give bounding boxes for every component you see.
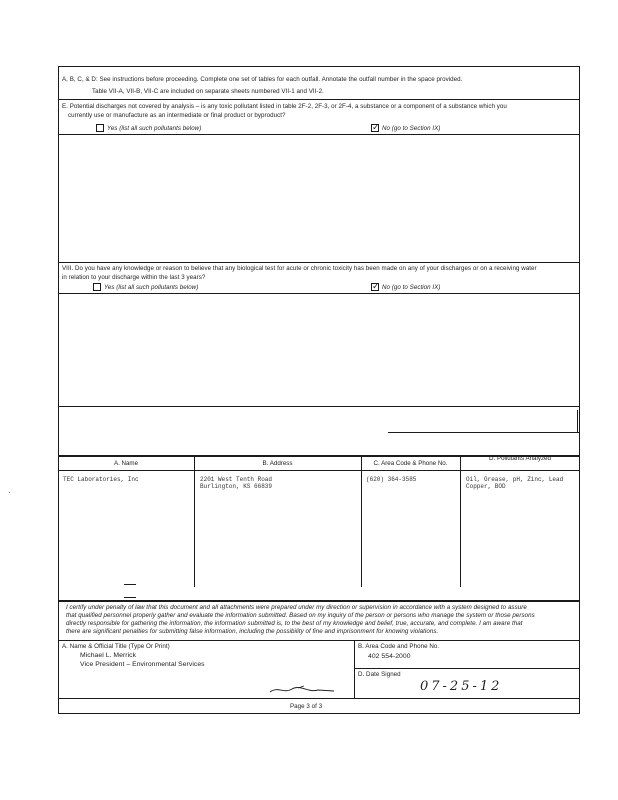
- table-header-phone: C. Area Code & Phone No.: [373, 460, 448, 467]
- date-signed-value: 07-25-12: [420, 679, 503, 694]
- lab-pollutants-line-2: Copper, BOD: [466, 483, 506, 490]
- section-e-pollutants-area[interactable]: [58, 135, 580, 262]
- lab-phone-cell: (620) 364-3585: [366, 476, 417, 483]
- table-header-border: [58, 470, 580, 471]
- scan-mark: ·: [8, 488, 11, 497]
- divider: [58, 262, 580, 263]
- section-e-question-line-2: currently use or manufacture as an intermediate or final product or byproduct?: [68, 112, 286, 119]
- date-signed-label: D. Date Signed: [358, 671, 401, 678]
- divider: [58, 640, 580, 641]
- section-e-yes-label: Yes (list all such pollutants below): [107, 125, 202, 132]
- section-viii-no-label: No (go to Section IX): [382, 284, 441, 291]
- certification-line-1: I certify under penalty of law that this document and all attachments were prepared under my direction or supervision in accordance with a system designed to assure: [66, 604, 527, 611]
- certification-line-3: directly responsible for gathering the information, the information submitted is, to the best of my knowledge and belief, true, accurate, and complete. I am aware that: [66, 620, 523, 627]
- signature-drawing: [268, 680, 348, 700]
- section-e-yes-checkbox[interactable]: [96, 124, 104, 132]
- scan-line: [577, 410, 578, 432]
- phone-value: 402 554-2000: [368, 653, 411, 660]
- signer-title: Vice President – Environmental Services: [80, 661, 205, 668]
- name-title-label: A. Name & Official Title (Type Or Print): [62, 643, 170, 650]
- signer-name: Michael L. Merrick: [80, 652, 137, 659]
- lab-address-line-1: 2201 West Tenth Road: [200, 476, 273, 483]
- lab-address-line-2: Burlington, KS 66839: [200, 483, 273, 490]
- divider: [58, 698, 580, 699]
- section-e-no-label: No (go to Section IX): [382, 125, 441, 132]
- divider: [58, 406, 580, 407]
- signature-column-divider: [354, 640, 355, 698]
- scan-mark: [124, 584, 136, 585]
- section-viii-yes-checkbox[interactable]: [93, 283, 101, 291]
- table-header-pollutants: D. Pollutants Analyzed: [489, 455, 551, 462]
- phone-label: B. Area Code and Phone No.: [358, 643, 440, 650]
- instructions-line-2: Table VII-A, VII-B, VII-C are included on separate sheets numbered VII-1 and VII-2.: [92, 88, 324, 95]
- table-column-divider: [194, 455, 195, 587]
- checkmark-icon: ✓: [372, 281, 380, 291]
- section-viii-yes-label: Yes (list all such pollutants below): [104, 284, 199, 291]
- certification-line-4: there are significant penalties for submitting false information, including the possibility of fine and imprisonment for knowing violations.: [66, 628, 439, 635]
- section-viii-details-area[interactable]: [58, 294, 580, 406]
- scan-mark: [124, 597, 136, 598]
- lab-name-cell: TEC Laboratories, Inc: [63, 476, 139, 483]
- section-e-question-line-1: E. Potential discharges not covered by analysis – is any toxic pollutant listed in table 2F-2, 2F-3, or 2F-4, a substance or a component of a substance which you: [62, 103, 507, 110]
- section-viii-no-checkbox[interactable]: [371, 283, 379, 291]
- table-header-name: A. Name: [113, 460, 139, 467]
- checkmark-icon: ✓: [372, 122, 380, 132]
- scan-line: [388, 432, 580, 433]
- table-column-divider: [361, 455, 362, 587]
- divider: [58, 99, 580, 100]
- table-header-address: B. Address: [262, 460, 293, 467]
- certification-line-2: that qualified personnel properly gather and evaluate the information submitted. Based on my inquiry of the person or persons who manage the system or those persons: [66, 612, 535, 619]
- instructions-line-1: A, B, C, & D: See instructions before proceeding. Complete one set of tables for each outfall. Annotate the outfall number in the space provided.: [62, 76, 463, 83]
- table-column-divider: [460, 455, 461, 587]
- lab-pollutants-line-1: Oil, Grease, pH, Zinc, Lead: [466, 476, 564, 483]
- section-viii-question-line-2: in relation to your discharge within the last 3 years?: [62, 274, 206, 281]
- section-viii-question-line-1: VIII. Do you have any knowledge or reason to believe that any biological test for acute or chronic toxicity has been made on any of your discharges or on a receiving water: [62, 265, 537, 272]
- divider: [354, 668, 580, 669]
- section-e-no-checkbox[interactable]: [371, 124, 379, 132]
- divider: [58, 600, 580, 602]
- page-number: Page 3 of 3: [290, 703, 323, 710]
